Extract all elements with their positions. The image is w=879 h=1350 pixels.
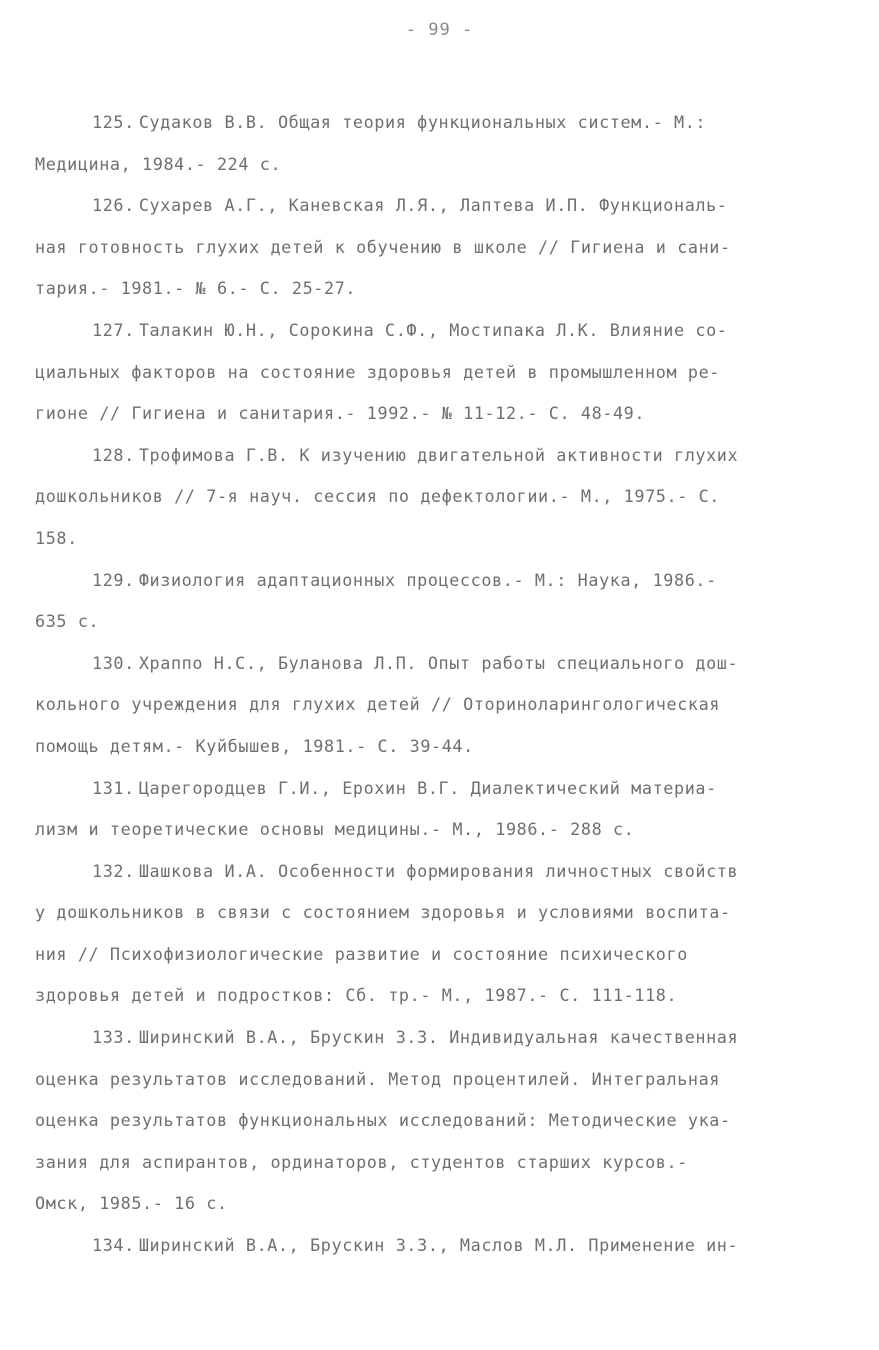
reference-continuation-line: кольного учреждения для глухих детей // Оториноларингологическая <box>35 694 721 715</box>
reference-first-line <box>92 768 840 810</box>
reference-continuation-line: ния // Психофизиологические развитие и состояние психического <box>35 943 688 964</box>
reference-first-line <box>92 1017 840 1059</box>
page-number: - 99 - <box>405 20 474 40</box>
reference-text: Судаков В.В. Общая теория функциональных систем.- М.: <box>138 112 707 132</box>
reference-continuation-line: Медицина, 1984.- 224 с. <box>35 153 282 174</box>
reference-continuation-line: тария.- 1981.- № 6.- С. 25-27. <box>35 278 357 299</box>
reference-number: 131. <box>92 777 135 798</box>
reference-entry <box>35 851 840 1017</box>
reference-continuation-line: Омск, 1985.- 16 с. <box>35 1193 228 1214</box>
reference-text: Шашкова И.А. Особенности формирования личностных свойств <box>138 860 739 881</box>
reference-entry <box>35 643 840 768</box>
reference-number: 134. <box>92 1235 135 1256</box>
reference-number: 133. <box>92 1027 135 1048</box>
reference-text: Талакин Ю.Н., Сорокина С.Ф., Мостипака Л.К. Влияние со- <box>138 319 728 340</box>
reference-entry <box>35 102 840 185</box>
reference-number: 125. <box>92 112 135 132</box>
reference-text: Храппо Н.С., Буланова Л.П. Опыт работы специального дош- <box>138 652 739 673</box>
reference-continuation-line: помощь детям.- Куйбышев, 1981.- С. 39-44. <box>35 735 474 756</box>
reference-entry <box>35 1017 840 1225</box>
reference-number: 127. <box>92 319 135 340</box>
reference-entry <box>35 435 840 560</box>
reference-continuation-line: 635 с. <box>35 611 100 632</box>
reference-continuation-line: ная готовность глухих детей к обучению в школе // Гигиена и сани- <box>35 236 731 257</box>
reference-continuation-line: лизм и теоретические основы медицины.- М., 1986.- 288 с. <box>35 819 635 840</box>
reference-continuation-line: гионе // Гигиена и санитария.- 1992.- № 11-12.- С. 48-49. <box>35 403 646 424</box>
reference-first-line <box>92 310 840 352</box>
reference-continuation-line: зания для аспирантов, ординаторов, студентов старших курсов.- <box>35 1151 688 1172</box>
reference-entry <box>35 560 840 643</box>
reference-number: 132. <box>92 860 135 881</box>
reference-entry <box>35 185 840 310</box>
reference-entry <box>35 768 840 851</box>
reference-text: Сухарев А.Г., Каневская Л.Я., Лаптева И.П. Функциональ- <box>138 195 728 216</box>
reference-first-line <box>92 435 840 477</box>
reference-continuation-line: у дошкольников в связи с состоянием здоровья и условиями воспита- <box>35 902 731 923</box>
reference-first-line <box>92 1225 840 1267</box>
reference-number: 128. <box>92 444 135 465</box>
reference-continuation-line: циальных факторов на состояние здоровья детей в промышленном ре- <box>35 361 721 382</box>
reference-entry <box>35 310 840 435</box>
reference-number: 126. <box>92 195 135 216</box>
reference-number: 129. <box>92 569 135 590</box>
reference-first-line <box>92 560 840 602</box>
reference-first-line <box>92 643 840 685</box>
reference-first-line <box>92 102 840 144</box>
reference-continuation-line: оценка результатов функциональных исследований: Методические ука- <box>35 1110 731 1131</box>
reference-number: 130. <box>92 652 135 673</box>
reference-entry <box>92 1225 840 1267</box>
reference-text: Царегородцев Г.И., Ерохин В.Г. Диалектический материа- <box>138 777 717 798</box>
reference-continuation-line: дошкольников // 7-я науч. сессия по дефектологии.- М., 1975.- С. <box>35 486 721 507</box>
reference-text: Физиология адаптационных процессов.- М.: Наука, 1986.- <box>138 569 717 590</box>
reference-continuation-line: оценка результатов исследований. Метод процентилей. Интегральная <box>35 1068 721 1089</box>
reference-first-line <box>92 851 840 893</box>
reference-text: Ширинский В.А., Брускин З.З. Индивидуальная качественная <box>138 1027 739 1048</box>
reference-continuation-line: здоровья детей и подростков: Сб. тр.- М., 1987.- С. 111-118. <box>35 985 678 1006</box>
reference-first-line <box>92 185 840 227</box>
reference-list <box>35 102 840 1267</box>
reference-text: Ширинский В.А., Брускин З.З., Маслов М.Л. Применение ин- <box>138 1235 739 1256</box>
reference-text: Трофимова Г.В. К изучению двигательной активности глухих <box>138 444 739 465</box>
reference-continuation-line: 158. <box>35 527 78 548</box>
